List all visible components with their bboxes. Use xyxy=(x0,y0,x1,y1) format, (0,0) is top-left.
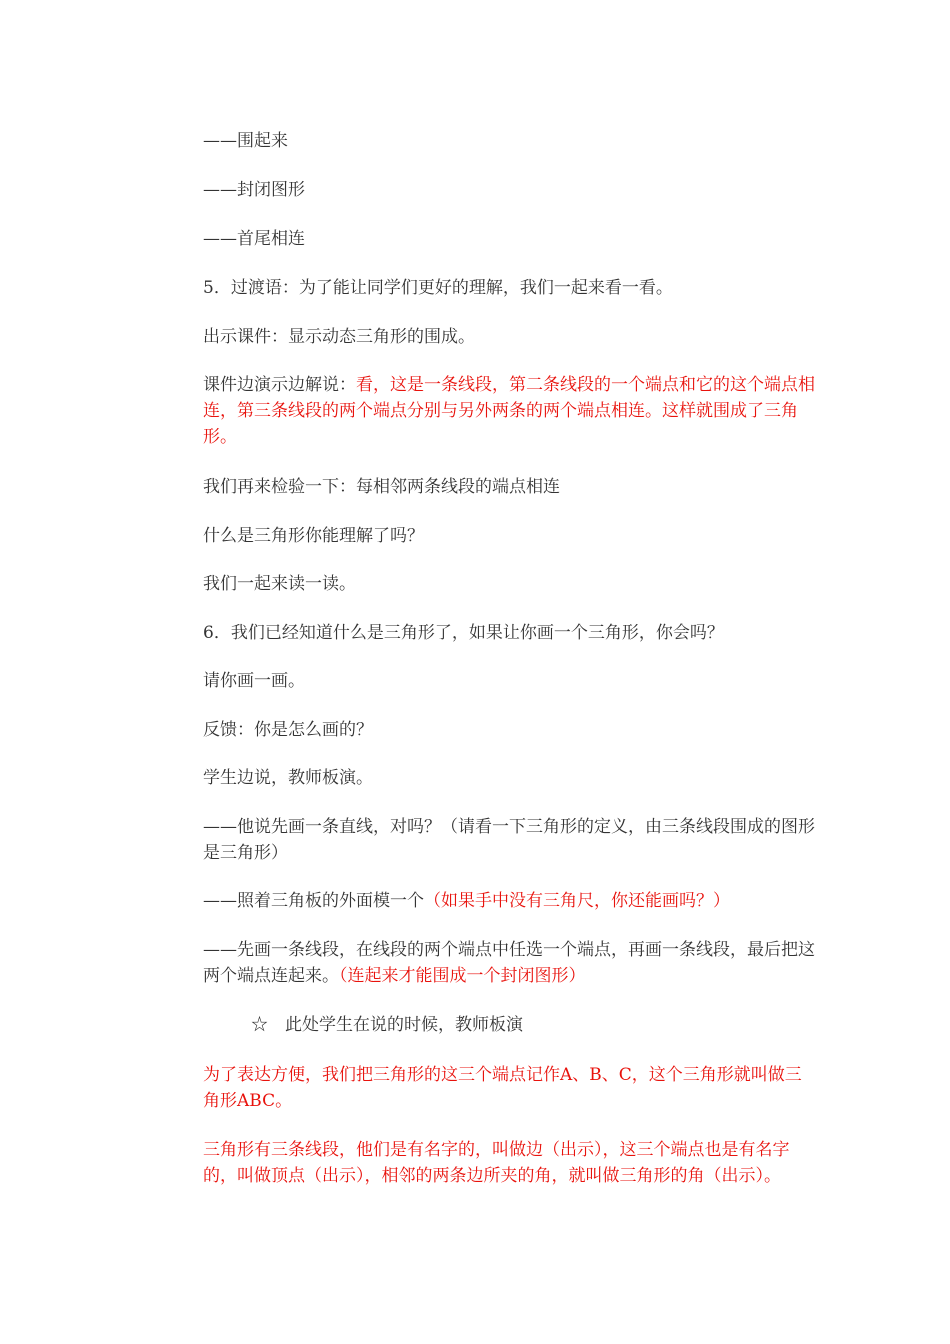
text-segment: ——围起来 xyxy=(203,131,288,151)
text-segment: 5．过渡语：为了能让同学们更好的理解，我们一起来看一看。 xyxy=(203,278,673,298)
paragraph-feedback xyxy=(203,717,815,743)
highlighted-text: 看，这是一条线段，第二条线段的一个端点和它的这个端点相连，第三条线段的两个端点分别与另外两条的两个端点相连。这样就围成了三角形。 xyxy=(203,375,815,447)
text-segment: ——他说先画一条直线，对吗？（请看一下三角形的定义，由三条线段围成的图形是三角形） xyxy=(203,817,815,863)
paragraph-set-square xyxy=(203,888,815,914)
paragraph-surround xyxy=(203,128,815,154)
paragraph-draw-question xyxy=(203,620,815,646)
paragraph-draw-segments xyxy=(203,937,815,989)
text-segment: 6．我们已经知道什么是三角形了，如果让你画一个三角形，你会吗？ xyxy=(203,623,724,643)
text-segment: 我们再来检验一下：每相邻两条线段的端点相连 xyxy=(203,477,560,497)
text-segment: ——封闭图形 xyxy=(203,180,305,200)
paragraph-student-teacher xyxy=(203,765,815,791)
paragraph-end-to-end xyxy=(203,226,815,252)
highlighted-text: （如果手中没有三角尺，你还能画吗？） xyxy=(424,891,730,911)
text-segment: 请你画一画。 xyxy=(203,671,305,691)
text-segment: 我们一起来读一读。 xyxy=(203,574,356,594)
paragraph-verify xyxy=(203,474,815,500)
paragraph-closed-shape xyxy=(203,177,815,203)
text-segment: ——先画一条线段，在线段的两个端点中任选一个端点，再画一条线段，最后把这两个端点连起来。 xyxy=(203,940,815,986)
text-segment: ——首尾相连 xyxy=(203,229,305,249)
text-segment: 课件边演示边解说： xyxy=(203,375,356,395)
paragraph-straight-line xyxy=(203,814,815,866)
text-segment: ——照着三角板的外面模一个 xyxy=(203,891,424,911)
highlighted-text: 为了表达方便，我们把三角形的这三个端点记作A、B、C，这个三角形就叫做三角形ABC。 xyxy=(203,1065,802,1111)
highlighted-text: （连起来才能围成一个封闭图形） xyxy=(339,966,586,986)
text-segment: 学生边说，教师板演。 xyxy=(203,768,373,788)
paragraph-transition xyxy=(203,275,815,301)
text-segment: 反馈：你是怎么画的？ xyxy=(203,720,373,740)
paragraph-show-courseware xyxy=(203,324,815,350)
paragraph-label-abc xyxy=(203,1062,815,1114)
text-segment: 出示课件：显示动态三角形的围成。 xyxy=(203,327,475,347)
paragraph-read-together xyxy=(203,571,815,597)
highlighted-text: 三角形有三条线段，他们是有名字的，叫做边（出示），这三个端点也是有名字的，叫做顶点（出示），相邻的两条边所夹的角，就叫做三角形的角（出示）。 xyxy=(203,1140,790,1186)
paragraph-demo-explain xyxy=(203,372,815,450)
paragraph-star-note xyxy=(203,1012,863,1038)
paragraph-sides-vertices-angles xyxy=(203,1137,815,1189)
paragraph-please-draw xyxy=(203,668,815,694)
text-segment: ☆ 此处学生在说的时候，教师板演 xyxy=(251,1015,523,1035)
paragraph-understand xyxy=(203,523,815,549)
text-segment: 什么是三角形你能理解了吗？ xyxy=(203,526,424,546)
